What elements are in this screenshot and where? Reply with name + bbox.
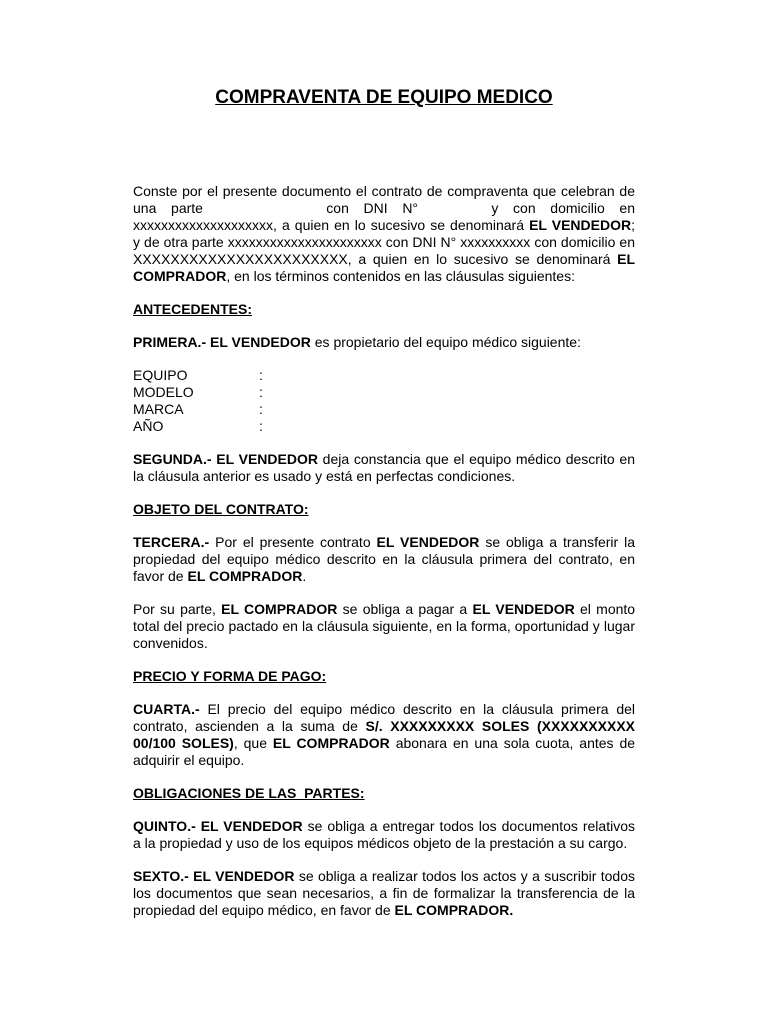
porsuparte-text-1: Por su parte,: [133, 601, 216, 617]
list-item: [133, 367, 635, 384]
tercera-text-3: .: [302, 568, 307, 584]
segunda-text: deja constancia que el equipo médico descrito en la cláusula anterior es usado y está en perfectas condiciones.: [133, 451, 635, 484]
sexto-text: se obliga a realizar todos los actos y a suscribir todos los documentos que sean necesarios, a fin de formalizar la transferencia de la propiedad del equipo médico, en favor de: [133, 868, 635, 918]
cuarta-text-1: El precio del equipo médico descrito en la cláusula primera del contrato, ascienden a la suma de: [133, 701, 636, 734]
primera-bold: PRIMERA.- EL VENDEDOR: [133, 334, 311, 350]
equipment-separator: :: [259, 418, 263, 434]
clause-segunda: [133, 451, 635, 485]
equipment-label: MARCA: [133, 401, 184, 417]
porsuparte-bold-1: EL COMPRADOR: [221, 601, 338, 617]
sexto-bold-2: EL COMPRADOR.: [394, 902, 514, 918]
clause-cuarta: [133, 701, 635, 769]
heading-precio: PRECIO Y FORMA DE PAGO:: [133, 668, 327, 684]
equipment-list: [133, 367, 635, 435]
cuarta-bold-2: S/. XXXXXXXXX SOLES (XXXXXXXXXX 00/100 SOLES): [133, 718, 636, 751]
porsuparte-text-3: el monto total del precio pactado en la cláusula siguiente, en la forma, oportunidad y lugar convenidos.: [133, 601, 636, 651]
intro-bold-comprador: EL COMPRADOR: [133, 251, 635, 284]
clause-tercera: [133, 534, 635, 585]
segunda-bold: SEGUNDA.- EL VENDEDOR: [133, 451, 318, 467]
cuarta-bold-3: EL COMPRADOR: [272, 735, 390, 751]
tercera-bold-3: EL COMPRADOR: [187, 568, 303, 584]
heading-obligaciones: OBLIGACIONES DE LAS PARTES:: [133, 785, 365, 801]
clause-quinto: [133, 818, 635, 852]
equipment-label: AÑO: [133, 418, 164, 434]
tercera-bold-2: EL VENDEDOR: [376, 534, 480, 550]
clause-primera: [133, 334, 635, 351]
paragraph-por-su-parte: [133, 601, 635, 652]
equipment-separator: :: [259, 401, 263, 417]
cuarta-text-3: abonara en una sola cuota, antes de adquirir el equipo.: [133, 735, 636, 768]
intro-paragraph: [133, 183, 635, 285]
equipment-separator: :: [259, 384, 263, 400]
heading-objeto: OBJETO DEL CONTRATO:: [133, 501, 309, 517]
intro-text-2: con DNI N°: [326, 200, 419, 216]
clause-sexto: [133, 868, 635, 919]
intro-text-5: , en los términos contenidos en las cláusulas siguientes:: [226, 268, 575, 284]
primera-text: es propietario del equipo médico siguiente:: [314, 334, 581, 350]
intro-text-1: Conste por el presente documento el contrato de compraventa que celebran de una parte: [133, 183, 635, 216]
equipment-label: MODELO: [133, 384, 194, 400]
tercera-bold-1: TERCERA.-: [133, 534, 210, 550]
intro-text-4: ; y de otra parte xxxxxxxxxxxxxxxxxxxxxx con DNI N° xxxxxxxxxx con domicilio en XXXXXXXXXXXXXXXXXXXXXXX, a quien en lo sucesivo se denominará: [133, 217, 635, 267]
cuarta-bold-1: CUARTA.-: [133, 701, 200, 717]
document-title: COMPRAVENTA DE EQUIPO MEDICO: [215, 87, 553, 108]
intro-bold-vendedor: EL VENDEDOR: [529, 217, 632, 233]
quinto-text: se obliga a entregar todos los documentos relativos a la propiedad y uso de los equipos médicos objeto de la prestación a su cargo.: [133, 818, 635, 851]
quinto-bold: QUINTO.- EL VENDEDOR: [133, 818, 303, 834]
list-item: [133, 384, 635, 401]
heading-antecedentes: ANTECEDENTES:: [133, 301, 253, 317]
list-item: [133, 418, 635, 435]
porsuparte-text-2: se obliga a pagar a: [342, 601, 468, 617]
intro-text-3: y con domicilio en xxxxxxxxxxxxxxxxxxxx, a quien en lo sucesivo se denominará: [133, 200, 636, 233]
equipment-separator: :: [259, 367, 263, 383]
porsuparte-bold-2: EL VENDEDOR: [472, 601, 575, 617]
tercera-text-2: se obliga a transferir la propiedad del equipo médico descrito en la cláusula primera del contrato, en favor de: [133, 534, 635, 584]
equipment-label: EQUIPO: [133, 367, 188, 383]
sexto-bold-1: SEXTO.- EL VENDEDOR: [133, 868, 295, 884]
list-item: [133, 401, 635, 418]
cuarta-text-2: , que: [233, 735, 267, 751]
tercera-text-1: Por el presente contrato: [215, 534, 371, 550]
document-body: [133, 183, 635, 919]
